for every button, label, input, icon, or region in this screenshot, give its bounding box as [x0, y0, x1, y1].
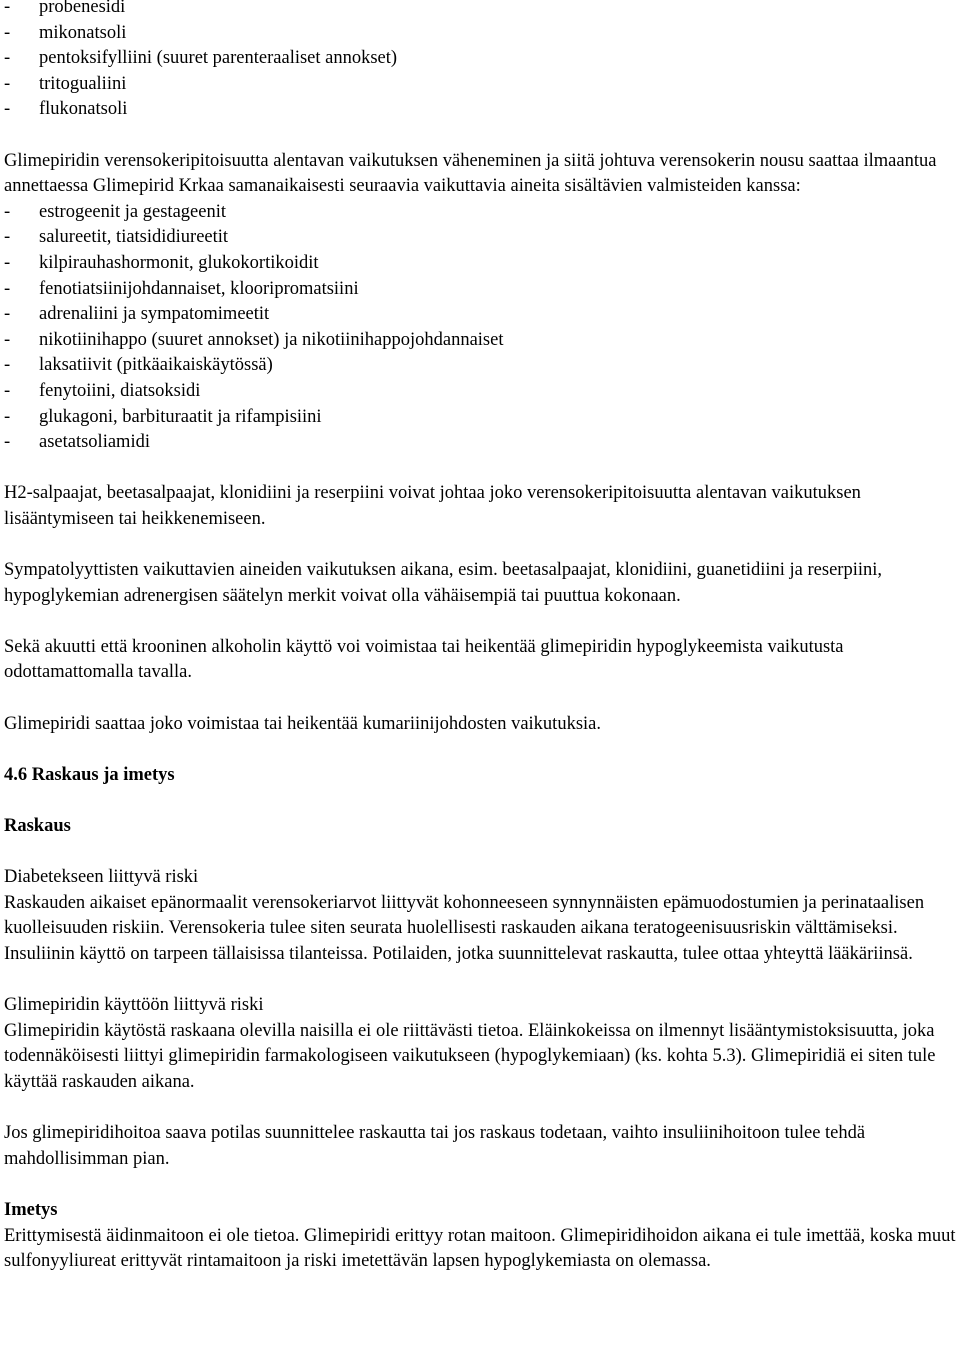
- paragraph-lactation: Erittymisestä äidinmaitoon ei ole tietoa. Glimepiridi erittyy rotan maitoon. Glimepiridihoidon aikana ei tule imettää, koska muut sulfonyyliureat erittyvät rintamaitoon ja riski imetettävän lapsen hypoglykemiasta on olemassa.: [4, 1225, 956, 1272]
- paragraph-h2-blockers: H2-salpaajat, beetasalpaajat, klonidiini ja reserpiini voivat johtaa joko verensokeripitoisuutta alentavan vaikutuksen lisääntymiseen tai heikkenemiseen.: [4, 483, 861, 529]
- spacer: [4, 456, 958, 482]
- list-bullet: -: [4, 380, 11, 401]
- list-item: [4, 430, 958, 456]
- section-heading: 4.6 Raskaus ja imetys: [4, 764, 175, 785]
- list-bullet: -: [4, 48, 11, 69]
- list-item-text: laksatiivit (pitkäaikaiskäytössä): [39, 355, 273, 376]
- spacer: [4, 1096, 958, 1122]
- list-item-text: salureetit, tiatsididiureetit: [39, 227, 229, 248]
- spacer: [4, 123, 958, 149]
- list-item: [4, 405, 958, 431]
- list-bullet: -: [4, 22, 11, 43]
- list-item: [4, 21, 958, 47]
- list-bullet: -: [4, 304, 11, 325]
- list-bullet: -: [4, 227, 11, 248]
- paragraph-planning: Jos glimepiridihoitoa saava potilas suunnittelee raskautta tai jos raskaus todetaan, vaihto insuliinihoitoon tulee tehdä mahdollisimman pian.: [4, 1123, 866, 1169]
- list-item: [4, 251, 958, 277]
- spacer: [4, 686, 958, 712]
- paragraph-diabetes-risk: Raskauden aikaiset epänormaalit verensokeriarvot liittyvät kohonneeseen synnynnäisten epämuodostumien ja perinataalisen kuolleisuuden riskiin. Verensokeria tulee siten seurata huolellisesti raskauden aikana teratogeenisuusriskin välttämiseksi. Insuliinin käyttö on tarpeen tällaisissa tilanteissa. Potilaiden, jotka suunnittelevat raskautta, tulee ottaa yhteyttä lääkäriinsä.: [4, 892, 925, 964]
- list-bullet: -: [4, 329, 11, 350]
- list-item-text: pentoksifylliini (suuret parenteraaliset annokset): [39, 48, 398, 69]
- paragraph-weakening-intro: Glimepiridin verensokeripitoisuutta alentavan vaikutuksen väheneminen ja siitä johtuva verensokerin nousu saattaa ilmaantua annettaessa Glimepirid Krkaa samanaikaisesti seuraavia vaikuttavia aineita sisältävien valmisteiden kanssa:: [4, 150, 937, 197]
- label-glimepiride-risk: Glimepiridin käyttöön liittyvä riski: [4, 995, 264, 1016]
- list-bullet: -: [4, 99, 11, 120]
- list-bullet: -: [4, 355, 11, 376]
- list-item: [4, 0, 958, 21]
- subheading-lactation: Imetys: [4, 1199, 58, 1220]
- list-item-text: fenytoiini, diatsoksidi: [39, 380, 201, 401]
- paragraph-coumarin: Glimepiridi saattaa joko voimistaa tai heikentää kumariinijohdosten vaikutuksia.: [4, 713, 601, 734]
- paragraph-sympatolytic: Sympatolyyttisten vaikuttavien aineiden vaikutuksen aikana, esim. beetasalpaajat, klonidiini, guanetidiini ja reserpiini, hypoglykemian adrenergisen säätelyn merkit voivat olla vähäisempiä tai puuttua kokonaan.: [4, 560, 883, 606]
- list-item-text: mikonatsoli: [39, 22, 127, 43]
- list-bullet: -: [4, 201, 11, 222]
- list-item-text: tritogualiini: [39, 73, 127, 94]
- list-bullet: -: [4, 432, 11, 453]
- paragraph-glimepiride-risk: Glimepiridin käytöstä raskaana olevilla naisilla ei ole riittävästi tietoa. Eläinkokeissa on ilmennyt lisääntymistoksisuutta, joka todennäköisesti liittyi glimepiridin farmakologiseen vaikutukseen (hypoglykemiaan) (ks. kohta 5.3). Glimepiridiä ei siten tule käyttää raskauden aikana.: [4, 1020, 936, 1092]
- list-item-text: nikotiinihappo (suuret annokset) ja nikotiinihappojohdannaiset: [39, 329, 504, 350]
- label-diabetes-risk: Diabetekseen liittyvä riski: [4, 867, 199, 888]
- list-item: [4, 302, 958, 328]
- list-item: [4, 200, 958, 226]
- spacer: [4, 968, 958, 994]
- list-item: [4, 97, 958, 123]
- spacer: [4, 1172, 958, 1198]
- list-item: [4, 225, 958, 251]
- list-bullet: -: [4, 278, 11, 299]
- list-item-text: probenesidi: [39, 0, 126, 17]
- list-item-text: fenotiatsiinijohdannaiset, klooripromatsiini: [39, 278, 359, 299]
- list-bullet: -: [4, 406, 11, 427]
- spacer: [4, 737, 958, 763]
- list-item-text: asetatsoliamidi: [39, 432, 150, 453]
- list-item-text: adrenaliini ja sympatomimeetit: [39, 304, 270, 325]
- list-item-text: estrogeenit ja gestageenit: [39, 201, 226, 222]
- document-page: [4, 0, 958, 1275]
- list-item: [4, 277, 958, 303]
- spacer: [4, 788, 958, 814]
- list-bullet: -: [4, 0, 11, 17]
- list-item: [4, 46, 958, 72]
- paragraph-alcohol: Sekä akuutti että krooninen alkoholin käyttö voi voimistaa tai heikentää glimepiridin hypoglykeemista vaikutusta odottamattomalla tavalla.: [4, 636, 844, 683]
- subheading-pregnancy: Raskaus: [4, 816, 71, 836]
- interaction-list-top: [4, 0, 958, 123]
- interaction-list-weakening: [4, 200, 958, 456]
- list-item-text: flukonatsoli: [39, 99, 128, 120]
- list-bullet: -: [4, 73, 11, 94]
- list-item-text: glukagoni, barbituraatit ja rifampisiini: [39, 406, 322, 427]
- spacer: [4, 609, 958, 635]
- list-bullet: -: [4, 252, 11, 273]
- list-item: [4, 72, 958, 98]
- spacer: [4, 532, 958, 558]
- list-item: [4, 353, 958, 379]
- list-item: [4, 379, 958, 405]
- list-item: [4, 328, 958, 354]
- list-item-text: kilpirauhashormonit, glukokortikoidit: [39, 252, 319, 273]
- spacer: [4, 840, 958, 866]
